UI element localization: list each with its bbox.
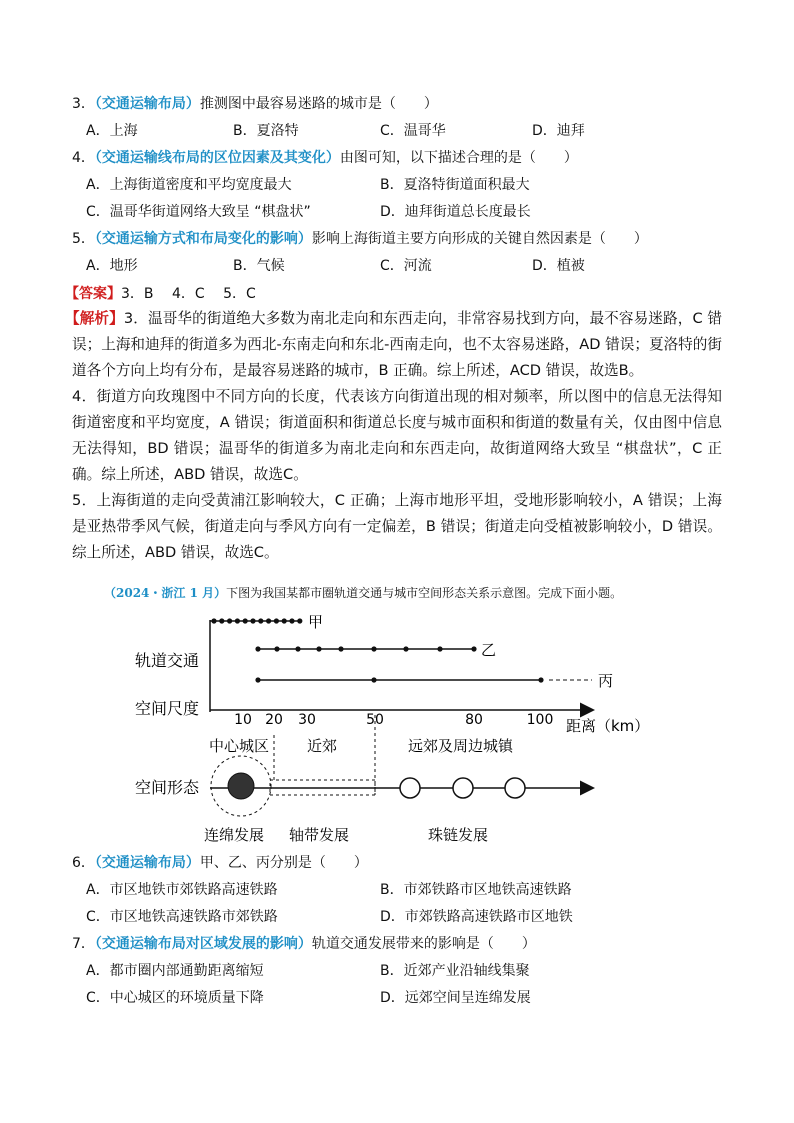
rail-transit-figure (0, 600, 794, 850)
rail-line-jia-label: 甲 (308, 613, 324, 631)
analysis-paragraph-3: 5．上海街道的走向受黄浦江影响较大，C 正确；上海市地形平坦，受地形影响较小，A 错误；上海是亚热带季风气候，街道走向与季风方向有一定偏差，B 错误；街道走向受植被影响较小，D 错误。综上所述，ABD 错误，故选C。 (72, 492, 722, 561)
question-6-stem: 6．（交通运输布局）甲、乙、丙分别是（ ） (72, 855, 368, 871)
option-b: B．市郊铁路市区地铁高速铁路 (380, 882, 572, 898)
tick-label: 20 (265, 712, 283, 728)
topic-tag: （交通运输布局） (94, 96, 200, 112)
option-a: A．地形 (86, 258, 138, 274)
option-c: C．温哥华街道网络大致呈 “棋盘状” (86, 204, 311, 220)
topic-tag: （交通运输布局） (94, 855, 200, 871)
tick-label: 100 (526, 712, 554, 728)
central-city-dot (228, 773, 254, 799)
spatial-form-label: 空间形态 (135, 778, 200, 797)
zone-label-near-suburb: 近郊 (307, 737, 338, 755)
topic-tag: （交通运输布局对区域发展的影响） (94, 936, 312, 952)
option-d: D．植被 (532, 258, 585, 274)
tick-label: 10 (234, 712, 252, 728)
satellite-town (505, 778, 525, 798)
option-b: B．夏洛特 (233, 123, 299, 139)
option-b: B．气候 (233, 258, 285, 274)
rail-line-yi-label: 乙 (481, 641, 497, 659)
zone-label-outer-suburb: 远郊及周边城镇 (408, 737, 514, 755)
answer-text: 3．B 4．C 5．C (121, 286, 256, 302)
option-a: A．市区地铁市郊铁路高速铁路 (86, 882, 278, 898)
option-d: D．迪拜街道总长度最长 (380, 204, 531, 220)
pattern-label-axial: 轴带发展 (289, 826, 350, 844)
option-d: D．迪拜 (532, 123, 585, 139)
source-text: 下图为我国某都市圈轨道交通与城市空间形态关系示意图。完成下面小题。 (226, 586, 623, 600)
option-d: D．市郊铁路高速铁路市区地铁 (380, 909, 573, 925)
option-a: A．都市圈内部通勤距离缩短 (86, 963, 264, 979)
zone-label-central: 中心城区 (209, 737, 270, 755)
answer-label: 【答案】 (65, 286, 121, 302)
pattern-label-contiguous: 连绵发展 (204, 826, 265, 844)
analysis-label: 【解析】 (65, 310, 124, 327)
question-5-stem: 5．（交通运输方式和布局变化的影响）影响上海街道主要方向形成的关键自然因素是（ ） (72, 231, 648, 247)
rail-transit-label: 轨道交通 (135, 651, 200, 670)
satellite-town (400, 778, 420, 798)
answer-line (65, 284, 256, 304)
tick-label: 80 (465, 712, 483, 728)
option-b: B．夏洛特街道面积最大 (380, 177, 530, 193)
question-7-stem: 7．（交通运输布局对区域发展的影响）轨道交通发展带来的影响是（ ） (72, 936, 536, 952)
source-label: （2024・浙江 1 月） (104, 586, 227, 600)
question-4-stem: 4．（交通运输线布局的区位因素及其变化）由图可知，以下描述合理的是（ ） (72, 150, 578, 166)
tick-label: 50 (366, 712, 384, 728)
topic-tag: （交通运输线布局的区位因素及其变化） (94, 150, 340, 166)
option-c: C．温哥华 (380, 123, 446, 139)
option-b: B．近郊产业沿轴线集聚 (380, 963, 530, 979)
option-a: A．上海街道密度和平均宽度最大 (86, 177, 292, 193)
option-c: C．市区地铁高速铁路市郊铁路 (86, 909, 278, 925)
analysis-paragraph-1: 【解析】3．温哥华的街道绝大多数为南北走向和东西走向，非常容易找到方向，最不容易迷路，C 错误；上海和迪拜的街道多为西北-东南走向和东北-西南走向，也不太容易迷路，AD 错误；夏洛特的街道各个方向上均有分布，是最容易迷路的城市，B 正确。综上所述，ACD 错误，故选B。 (65, 310, 722, 379)
topic-tag: （交通运输方式和布局变化的影响） (94, 231, 312, 247)
distance-unit-label: 距离（km） (566, 717, 650, 735)
option-a: A．上海 (86, 123, 138, 139)
tick-labels (234, 712, 553, 728)
question-3-stem: 3．（交通运输布局）推测图中最容易迷路的城市是（ ） (72, 96, 438, 112)
pattern-label-bead: 珠链发展 (428, 826, 489, 844)
rail-line-bing-label: 丙 (598, 672, 614, 690)
option-c: C．中心城区的环境质量下降 (86, 990, 264, 1006)
option-d: D．远郊空间呈连绵发展 (380, 990, 531, 1006)
satellite-town (453, 778, 473, 798)
tick-label: 30 (298, 712, 316, 728)
analysis-block (65, 306, 722, 566)
option-c: C．河流 (380, 258, 432, 274)
spatial-scale-label: 空间尺度 (135, 699, 200, 718)
analysis-paragraph-2: 4．街道方向玫瑰图中不同方向的长度，代表该方向街道出现的相对频率，所以图中的信息无法得知街道密度和平均宽度，A 错误；街道面积和街道总长度与城市面积和街道的数量有关，仅由图中信息无法得知，BD 错误；温哥华的街道多为南北走向和东西走向，故街道网络大致呈 “棋盘状”，C 正确。综上所述，ABD 错误，故选C。 (72, 388, 722, 483)
